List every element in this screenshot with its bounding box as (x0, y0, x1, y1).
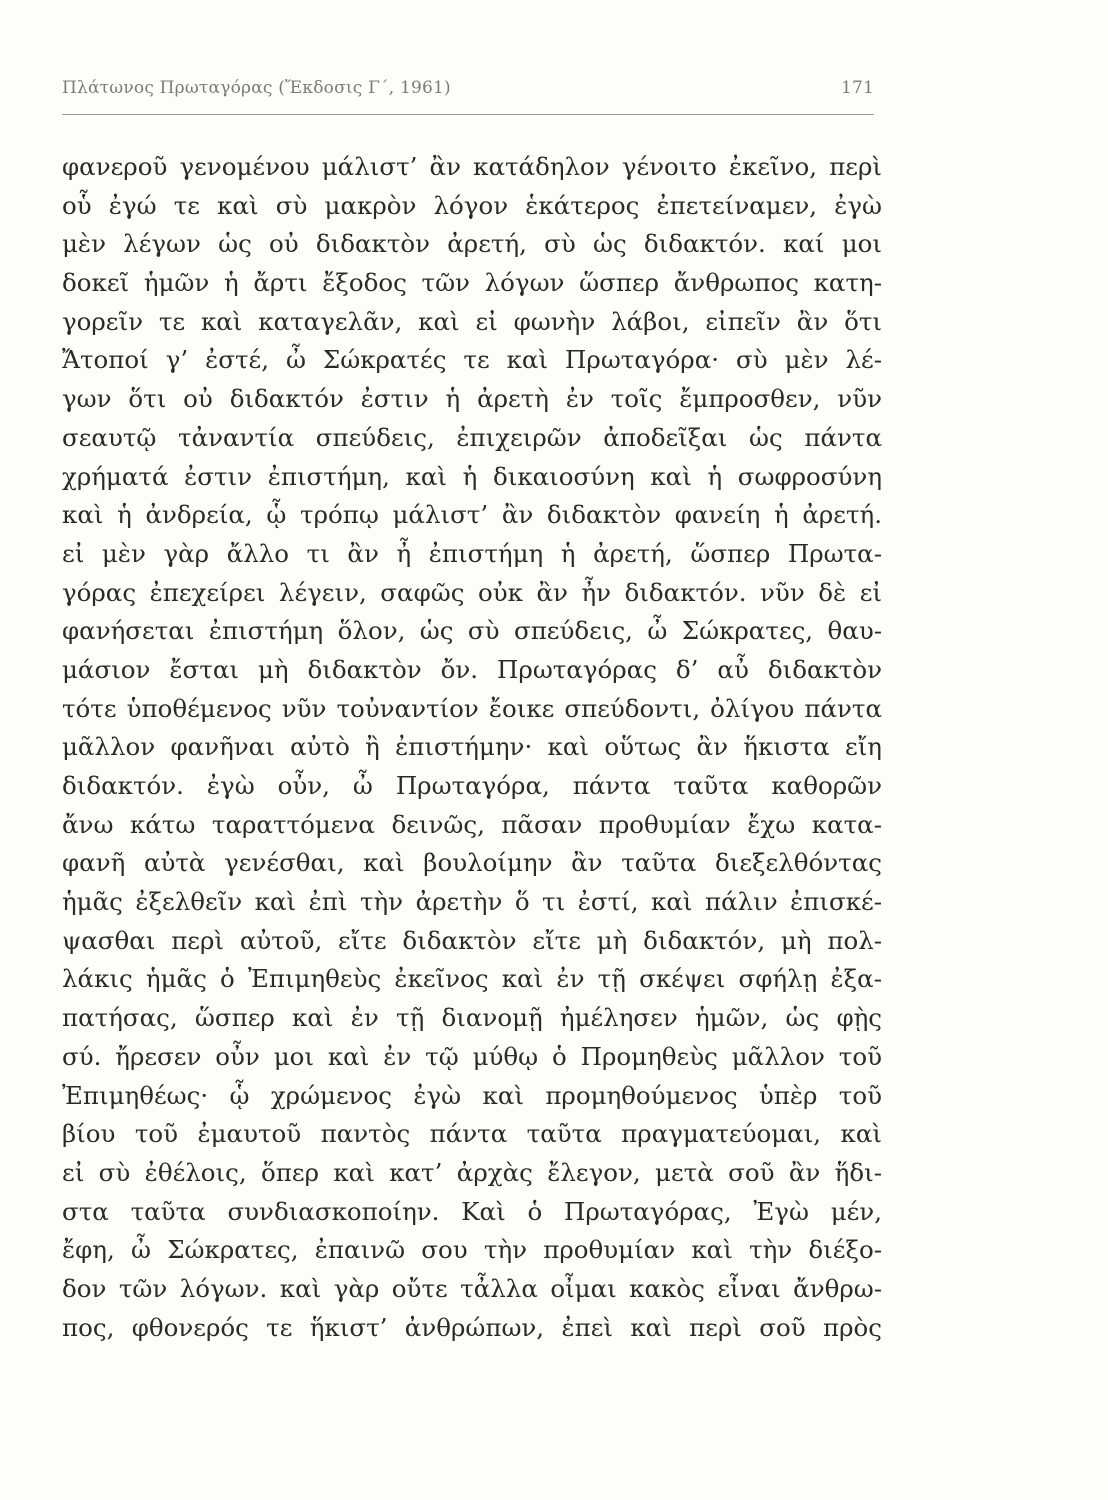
text-line: διδακτόν. ἐγὼ οὖν, ὦ Πρωταγόρα, πάντα ταῦτα καθορῶν (62, 771, 882, 800)
text-line: δον τῶν λόγων. καὶ γὰρ οὔτε τἆλλα οἶμαι κακὸς εἶναι ἄνθρω- (62, 1273, 882, 1303)
header-rule (62, 114, 874, 115)
text-line: μὲν λέγων ὡς οὐ διδακτὸν ἀρετή, σὺ ὡς διδακτόν. καί μοι (62, 229, 882, 259)
text-line: χρήματά ἐστιν ἐπιστήμη, καὶ ἡ δικαιοσύνη καὶ ἡ σωφροσύνη (62, 461, 882, 491)
text-line: δοκεῖ ἡμῶν ἡ ἄρτι ἔξοδος τῶν λόγων ὥσπερ ἄνθρωπος κατη- (62, 268, 882, 298)
text-line: ἔφη, ὦ Σώκρατες, ἐπαινῶ σου τὴν προθυμίαν καὶ τὴν διέξο- (62, 1235, 882, 1265)
text-line: φανῆ αὐτὰ γενέσθαι, καὶ βουλοίμην ἂν ταῦτα διεξελθόντας (62, 848, 882, 878)
text-line: Ἄτοποί γ’ ἐστέ, ὦ Σώκρατές τε καὶ Πρωταγόρα· σὺ μὲν λέ- (62, 345, 882, 375)
text-line: μάσιον ἔσται μὴ διδακτὸν ὄν. Πρωταγόρας δ’ αὖ διδακτὸν (62, 654, 882, 684)
text-line: φανήσεται ἐπιστήμη ὅλον, ὡς σὺ σπεύδεις, ὦ Σώκρατες, θαυ- (62, 616, 882, 646)
text-line: ἡμᾶς ἐξελθεῖν καὶ ἐπὶ τὴν ἀρετὴν ὅ τι ἐστί, καὶ πάλιν ἐπισκέ- (62, 887, 882, 917)
text-line: τότε ὑποθέμενος νῦν τοὐναντίον ἔοικε σπεύδοντι, ὀλίγου πάντα (62, 693, 882, 723)
text-line: μᾶλλον φανῆναι αὐτὸ ἢ ἐπιστήμην· καὶ οὕτως ἂν ἥκιστα εἴη (62, 732, 882, 762)
text-line: εἰ σὺ ἐθέλοις, ὅπερ καὶ κατ’ ἀρχὰς ἔλεγον, μετὰ σοῦ ἂν ἥδι- (62, 1157, 882, 1187)
text-line: γων ὅτι οὐ διδακτόν ἐστιν ἡ ἀρετὴ ἐν τοῖς ἔμπροσθεν, νῦν (62, 384, 882, 414)
text-line: σεαυτῷ τἀναντία σπεύδεις, ἐπιχειρῶν ἀποδεῖξαι ὡς πάντα (62, 422, 882, 452)
running-head (62, 74, 874, 104)
text-line: γόρας ἐπεχείρει λέγειν, σαφῶς οὐκ ἂν ἦν διδακτόν. νῦν δὲ εἰ (62, 577, 882, 607)
page-number: 171 (840, 78, 874, 98)
text-line: ψασθαι περὶ αὐτοῦ, εἴτε διδακτὸν εἴτε μὴ διδακτόν, μὴ πολ- (62, 925, 882, 955)
text-line: λάκις ἡμᾶς ὁ Ἐπιμηθεὺς ἐκεῖνος καὶ ἐν τῇ σκέψει σφήλῃ ἐξα- (62, 964, 882, 994)
text-line: οὗ ἐγώ τε καὶ σὺ μακρὸν λόγον ἑκάτερος ἐπετείναμεν, ἐγὼ (62, 190, 882, 220)
text-line: φανεροῦ γενομένου μάλιστ’ ἂν κατάδηλον γένοιτο ἐκεῖνο, περὶ (62, 152, 882, 181)
running-title: Πλάτωνος Πρωταγόρας (Ἔκδοσις Γ΄, 1961) (62, 78, 451, 98)
text-line: πος, φθονερός τε ἥκιστ’ ἀνθρώπων, ἐπεὶ καὶ περὶ σοῦ πρὸς (62, 1312, 882, 1342)
body-text (62, 148, 882, 1347)
text-line: βίου τοῦ ἐμαυτοῦ παντὸς πάντα ταῦτα πραγματεύομαι, καὶ (62, 1119, 882, 1149)
text-line: ἄνω κάτω ταραττόμενα δεινῶς, πᾶσαν προθυμίαν ἔχω κατα- (62, 809, 882, 839)
text-line: καὶ ἡ ἀνδρεία, ᾧ τρόπῳ μάλιστ’ ἂν διδακτὸν φανείη ἡ ἀρετή. (62, 500, 882, 530)
text-line: Ἐπιμηθέως· ᾧ χρώμενος ἐγὼ καὶ προμηθούμενος ὑπὲρ τοῦ (62, 1080, 882, 1110)
text-line: γορεῖν τε καὶ καταγελᾶν, καὶ εἰ φωνὴν λάβοι, εἰπεῖν ἂν ὅτι (62, 306, 882, 336)
text-line: εἰ μὲν γὰρ ἄλλο τι ἂν ἦ ἐπιστήμη ἡ ἀρετή, ὥσπερ Πρωτα- (62, 538, 882, 568)
text-line: πατήσας, ὥσπερ καὶ ἐν τῇ διανομῇ ἠμέλησεν ἡμῶν, ὡς φῂς (62, 1003, 882, 1033)
text-line: σύ. ἤρεσεν οὖν μοι καὶ ἐν τῷ μύθῳ ὁ Προμηθεὺς μᾶλλον τοῦ (62, 1041, 882, 1071)
text-line: στα ταῦτα συνδιασκοποίην. Καὶ ὁ Πρωταγόρας, Ἐγὼ μέν, (62, 1196, 882, 1226)
